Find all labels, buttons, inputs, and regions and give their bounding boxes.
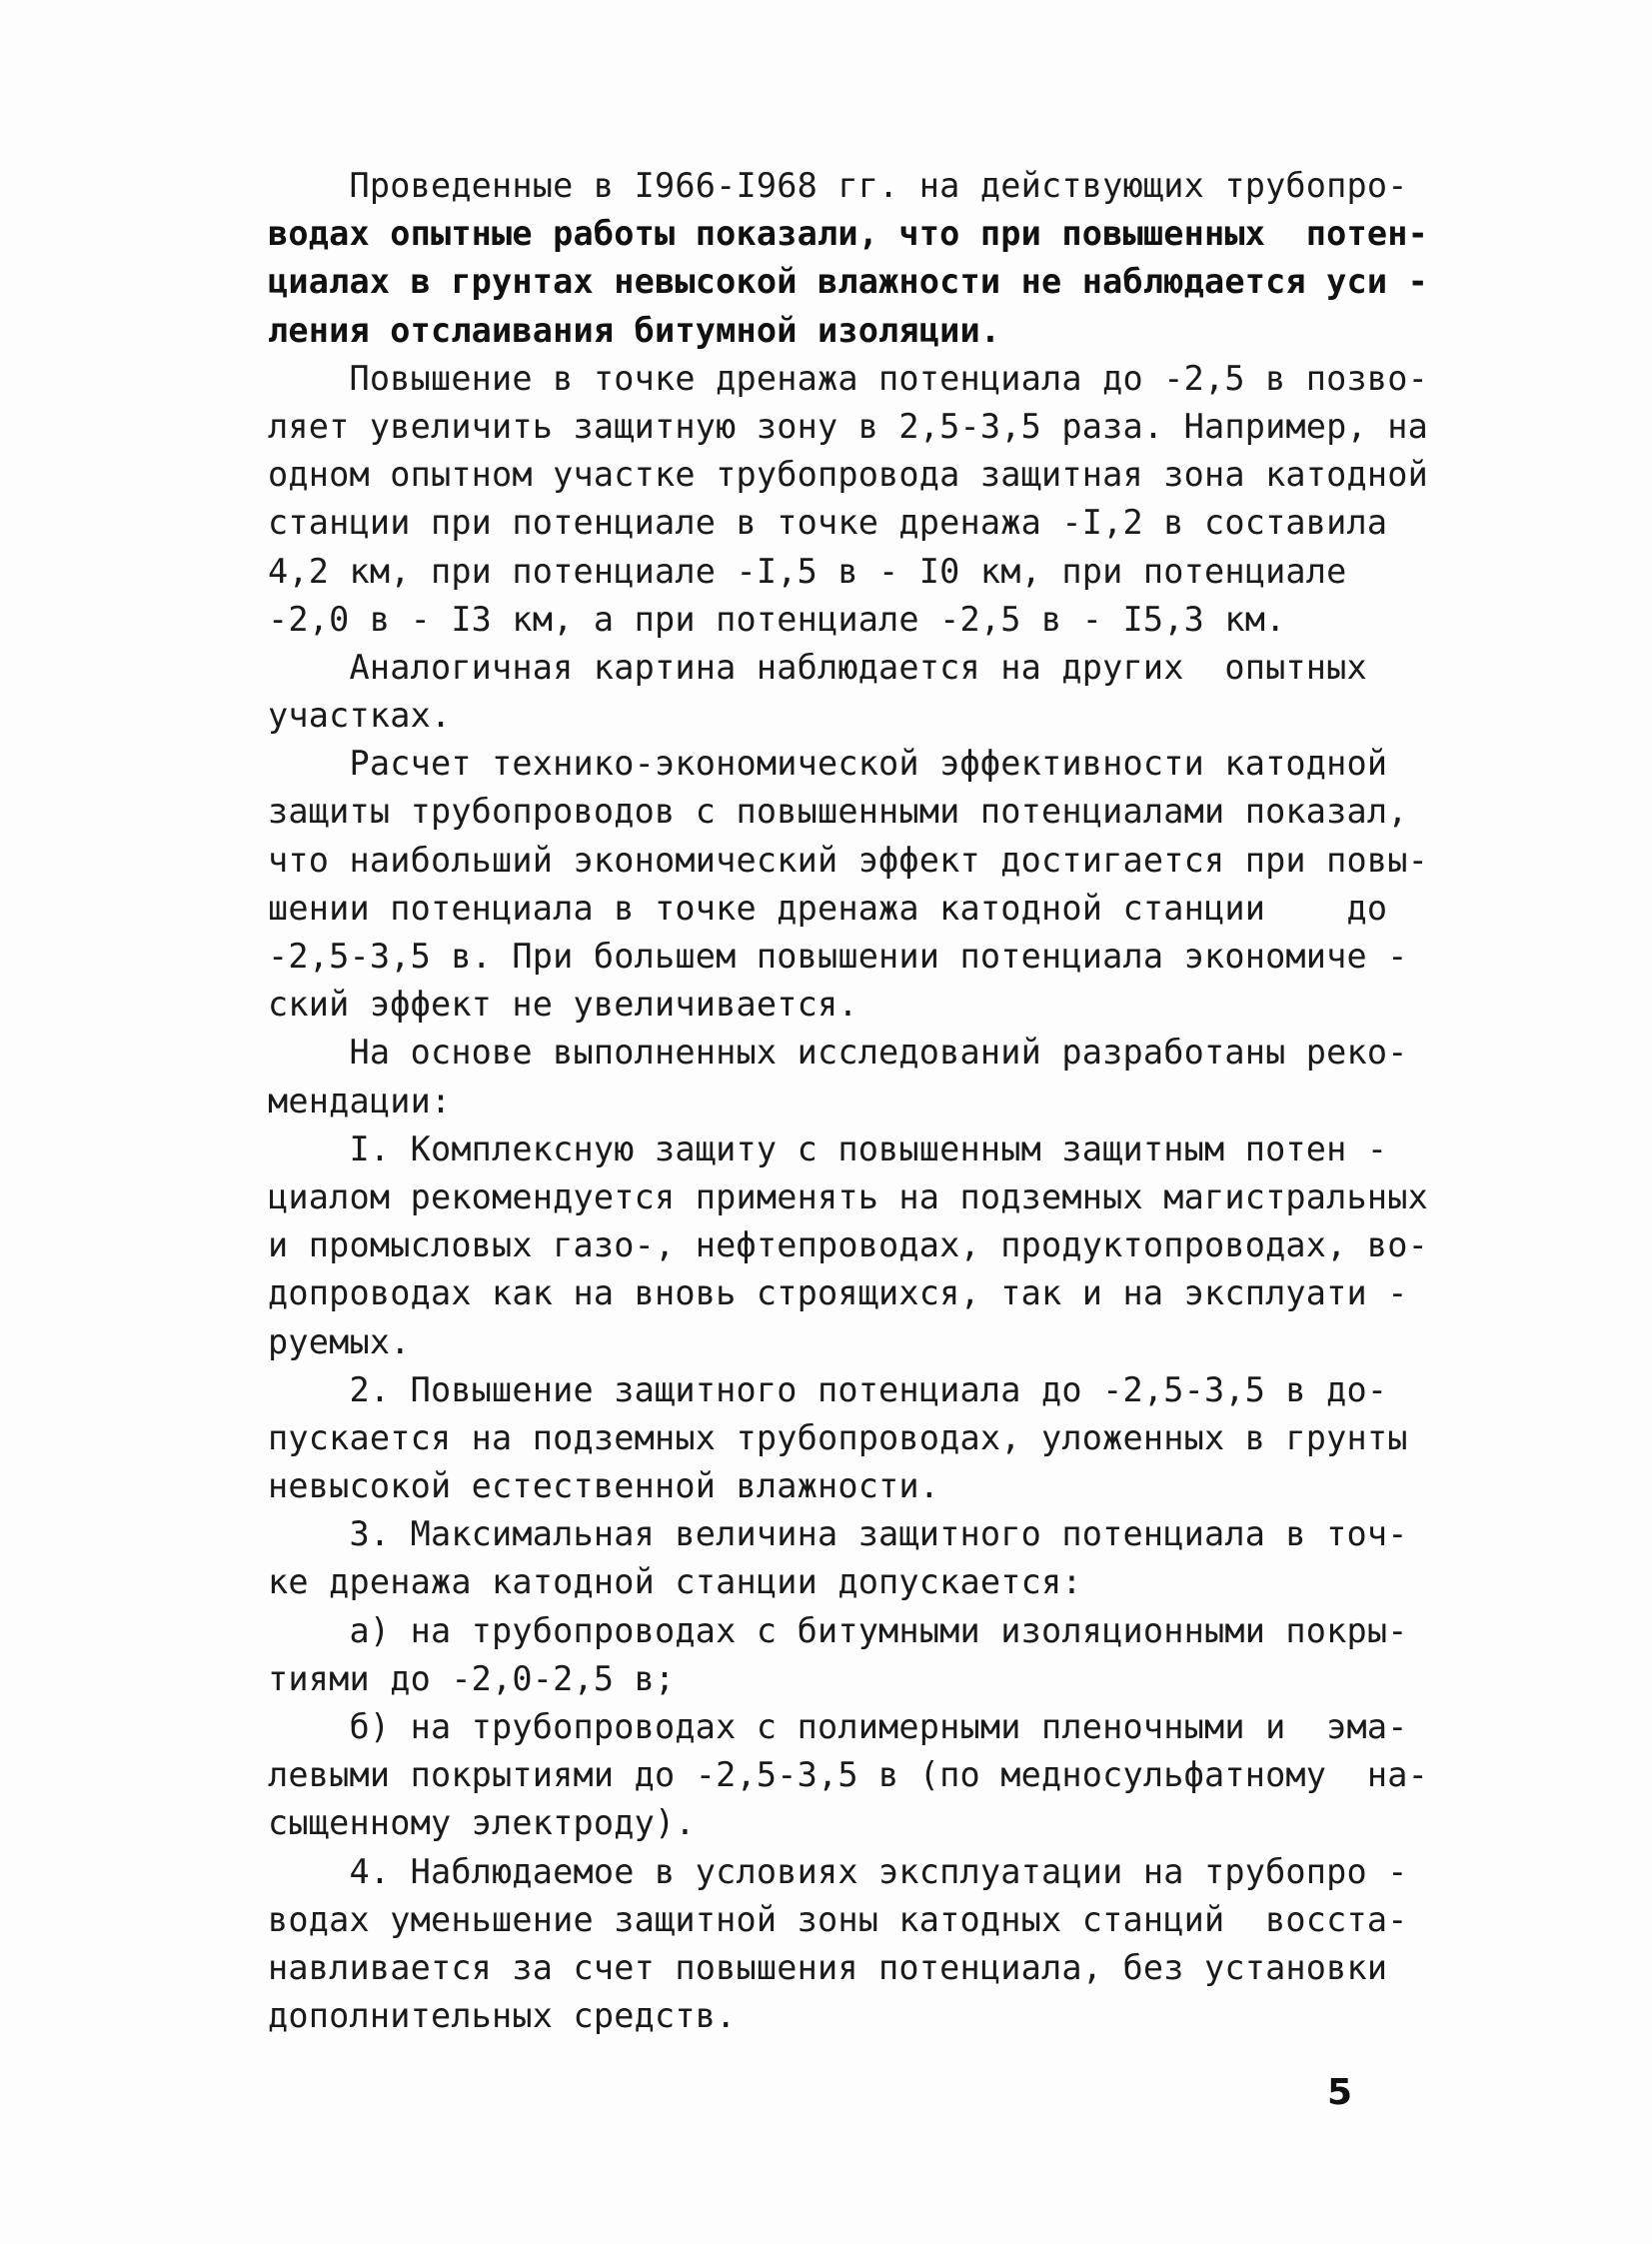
text-line: водах опытные работы показали, что при повышенных потен-: [268, 214, 1429, 254]
text-line: невысокой естественной влажности.: [268, 1466, 940, 1506]
text-line: тиями до -2,0-2,5 в;: [268, 1658, 676, 1698]
text-line: дополнительных средств.: [268, 1996, 737, 2036]
text-line: допроводах как на вновь строящихся, так и на эксплуати -: [268, 1273, 1408, 1313]
text-line: водах уменьшение защитной зоны катодных станций восста-: [268, 1899, 1408, 1939]
text-line: циалах в грунтах невысокой влажности не наблюдается уси -: [268, 262, 1429, 302]
text-line: одном опытном участке трубопровода защитная зона катодной: [268, 455, 1429, 495]
text-line: б) на трубопроводах с полимерными пленочными и эма-: [268, 1707, 1408, 1746]
text-line: ке дренажа катодной станции допускается:: [268, 1562, 1082, 1602]
text-line: На основе выполненных исследований разработаны реко-: [268, 1033, 1408, 1073]
text-line: -2,5-3,5 в. При большем повышении потенциала экономиче -: [268, 937, 1408, 976]
text-line: что наибольший экономический эффект достигается при повы-: [268, 840, 1429, 880]
text-line: Аналогичная картина наблюдается на других опытных: [268, 647, 1367, 687]
text-line: ляет увеличить защитную зону в 2,5-3,5 раза. Например, на: [268, 406, 1429, 446]
text-line: ский эффект не увеличивается.: [268, 985, 858, 1025]
text-line: левыми покрытиями до -2,5-3,5 в (по медносульфатному на-: [268, 1755, 1429, 1795]
text-line: навливается за счет повышения потенциала, без установки: [268, 1947, 1388, 1987]
body-text: [268, 162, 1429, 2040]
text-line: I. Комплексную защиту с повышенным защитным потен -: [268, 1128, 1388, 1168]
text-line: сыщенному электроду).: [268, 1803, 696, 1843]
text-line: станции при потенциале в точке дренажа -I,2 в составила: [268, 503, 1388, 543]
text-line: циалом рекомендуется применять на подземных магистральных: [268, 1176, 1429, 1216]
text-line: Проведенные в I966-I968 гг. на действующих трубопро-: [268, 166, 1408, 205]
text-line: пускается на подземных трубопроводах, уложенных в грунты: [268, 1417, 1408, 1457]
text-line: участках.: [268, 696, 452, 736]
text-line: -2,0 в - I3 км, а при потенциале -2,5 в - I5,3 км.: [268, 599, 1286, 639]
text-line: мендации:: [268, 1081, 452, 1121]
text-line: и промысловых газо-, нефтепроводах, продуктопроводах, во-: [268, 1225, 1429, 1265]
text-line: руемых.: [268, 1321, 411, 1361]
page-number: 5: [1327, 2072, 1353, 2113]
text-line: Расчет технико-экономической эффективности катодной: [268, 744, 1388, 784]
text-line: а) на трубопроводах с битумными изоляционными покры-: [268, 1610, 1408, 1650]
text-line: 4,2 км, при потенциале -I,5 в - I0 км, при потенциале: [268, 551, 1347, 591]
text-line: 4. Наблюдаемое в условиях эксплуатации на трубопро -: [268, 1851, 1408, 1891]
text-line: 2. Повышение защитного потенциала до -2,5-3,5 в до-: [268, 1369, 1388, 1409]
text-line: шении потенциала в точке дренажа катодной станции до: [268, 888, 1388, 928]
text-line: 3. Максимальная величина защитного потенциала в точ-: [268, 1514, 1408, 1554]
text-line: Повышение в точке дренажа потенциала до -2,5 в позво-: [268, 358, 1429, 398]
text-line: ления отслаивания битумной изоляции.: [268, 310, 1001, 350]
text-line: защиты трубопроводов с повышенными потенциалами показал,: [268, 792, 1408, 832]
